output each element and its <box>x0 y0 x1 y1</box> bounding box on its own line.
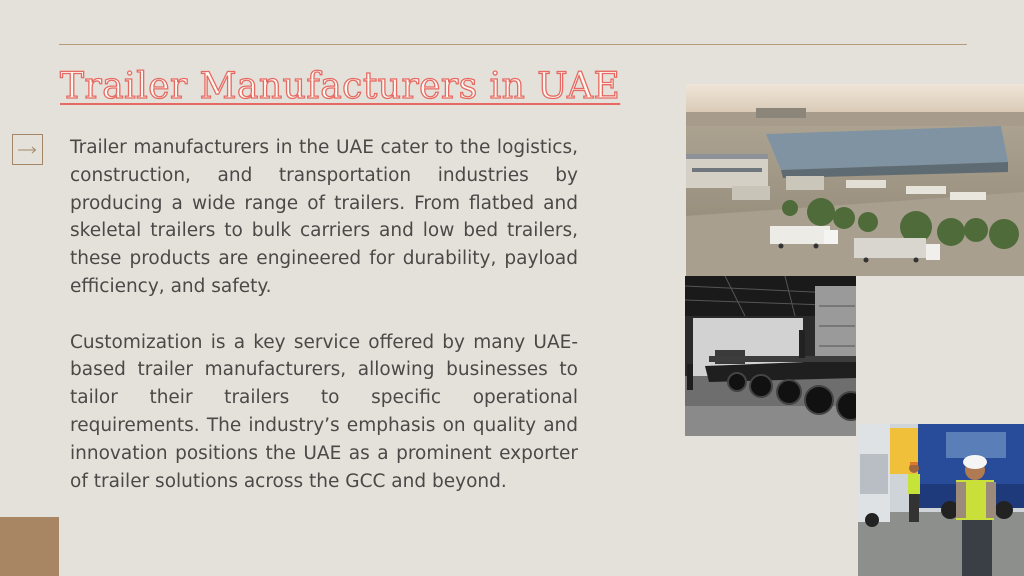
paragraph-customization: Customization is a key service offered by many UAE-based trailer manufacturers, allowing businesses to tailor their trailers to specific operational requirements. The industry’s emphasis on quality and innovation positions the UAE as a prominent exporter of trailer solutions across the GCC and beyond. <box>70 331 578 492</box>
page-title: Trailer Manufacturers in UAE <box>60 66 621 107</box>
accent-block <box>0 517 59 576</box>
factory-aerial-photo <box>686 84 1024 276</box>
body-text <box>70 134 578 495</box>
top-divider <box>59 44 967 45</box>
warehouse-trailer-photo <box>685 276 856 436</box>
workers-trucks-photo <box>858 424 1024 576</box>
paragraph-intro: Trailer manufacturers in the UAE cater to the logistics, construction, and transportation industries by producing a wide range of trailers. From flatbed and skeletal trailers to bulk carriers and low bed trailers, these products are engineered for durability, payload efficiency, and safety. <box>70 137 578 297</box>
arrow-right-icon[interactable] <box>12 134 43 165</box>
